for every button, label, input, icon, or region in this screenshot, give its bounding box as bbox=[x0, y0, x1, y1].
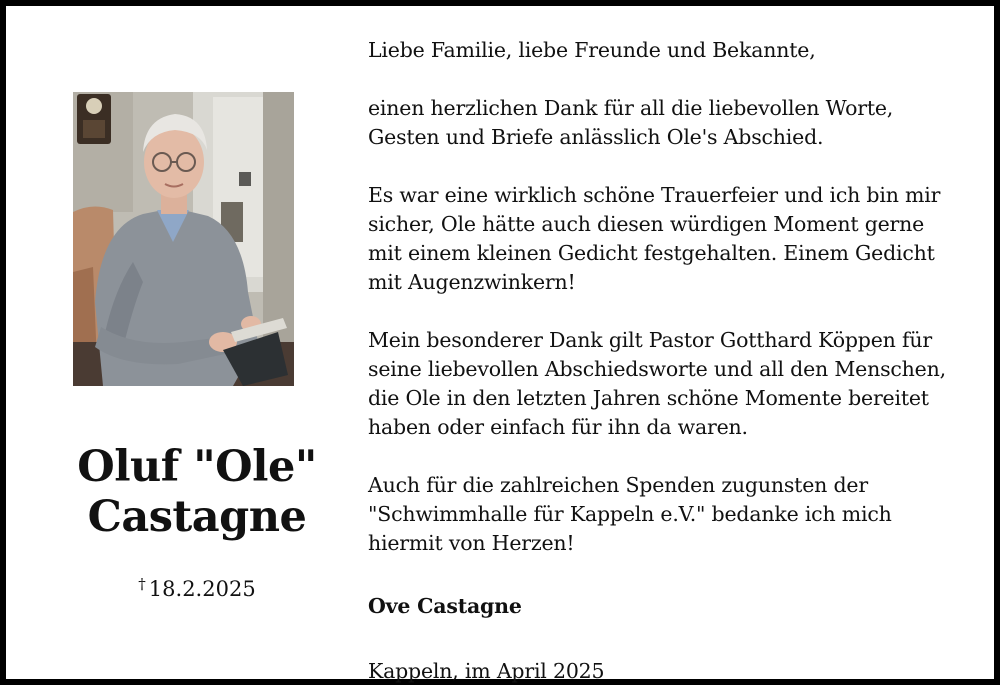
deceased-name bbox=[26, 442, 368, 542]
cross-icon: † bbox=[138, 575, 146, 593]
paragraph-donations bbox=[368, 471, 978, 558]
paragraph-line: Gesten und Briefe anlässlich Ole's Abschied. bbox=[368, 125, 824, 149]
signature: Ove Castagne bbox=[368, 594, 522, 618]
paragraph-thanks bbox=[368, 94, 978, 152]
paragraph-line: sicher, Ole hätte auch diesen würdigen Moment gerne bbox=[368, 212, 925, 236]
paragraph-line: haben oder einfach für ihn da waren. bbox=[368, 415, 748, 439]
paragraph-line: mit einem kleinen Gedicht festgehalten. Einem Gedicht bbox=[368, 241, 935, 265]
thank-you-message bbox=[368, 36, 978, 686]
paragraph-line: einen herzlichen Dank für all die liebevollen Worte, bbox=[368, 96, 894, 120]
paragraph-funeral bbox=[368, 181, 978, 297]
paragraph-line: die Ole in den letzten Jahren schöne Momente bereitet bbox=[368, 386, 929, 410]
paragraph-line: Es war eine wirklich schöne Trauerfeier und ich bin mir bbox=[368, 183, 941, 207]
paragraph-pastor bbox=[368, 326, 978, 442]
death-date: 18.2.2025 bbox=[148, 577, 256, 601]
greeting: Liebe Familie, liebe Freunde und Bekannte, bbox=[368, 38, 816, 62]
portrait-photo bbox=[73, 92, 294, 386]
paragraph-line: mit Augenzwinkern! bbox=[368, 270, 576, 294]
paragraph-line: Auch für die zahlreichen Spenden zugunsten der bbox=[368, 473, 868, 497]
portrait-photo-icon bbox=[73, 92, 294, 386]
paragraph-line: Mein besonderer Dank gilt Pastor Gotthard Köppen für bbox=[368, 328, 932, 352]
place-date: Kappeln, im April 2025 bbox=[368, 659, 605, 683]
deceased-name-line1: Oluf "Ole" bbox=[77, 442, 317, 492]
paragraph-line: hiermit von Herzen! bbox=[368, 531, 575, 555]
death-date-line bbox=[26, 570, 368, 603]
deceased-name-line2: Castagne bbox=[87, 492, 307, 542]
paragraph-line: "Schwimmhalle für Kappeln e.V." bedanke ich mich bbox=[368, 502, 892, 526]
paragraph-line: seine liebevollen Abschiedsworte und all den Menschen, bbox=[368, 357, 946, 381]
